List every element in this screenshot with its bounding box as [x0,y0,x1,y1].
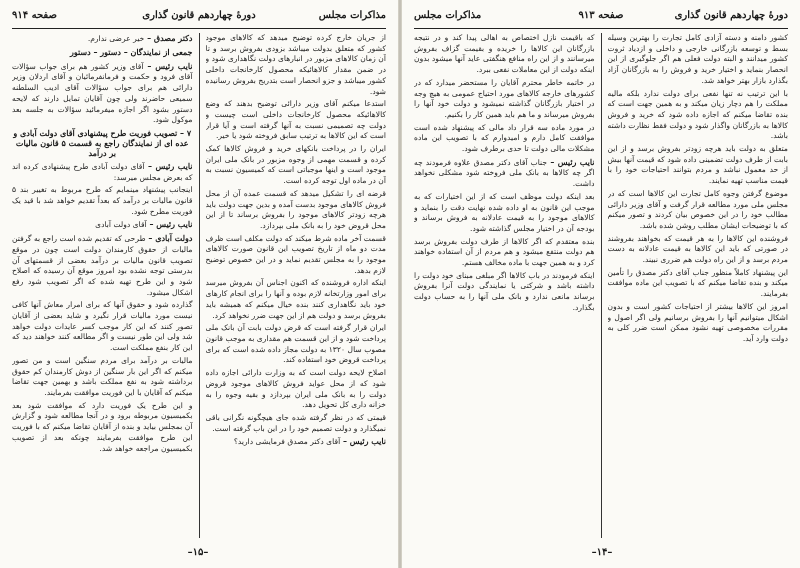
speech [12,33,193,45]
paragraph: قرضه ای را تشکیل میدهد که قسمت عمده آن از محل فروش کالاهای موجود بدست آمده و بدین جهت دولت باید هرچه زودتر کالاهای موجود را بفروش برساند تا از این محل قروض خود را به بانک ملی بپردازد. [205,188,386,230]
paragraph: گذارده شود و حقوق آنها که برای امرار معاش آنها کافی نیست مورد مالیات قرار نگیرد و شاید بعضی از آقایان تصور کنند که این کار موجب کسر عایدات دولت خواهد شد ولی این طور نیست و اگر مطالعه کنند خواهند دید که این کار بنفع مملکت است. [12,300,193,353]
right-header-right: دورهٔ چهاردهم قانون گذاری [674,10,788,21]
left-page-number: –۱۵– [187,547,209,558]
left-header-left: صفحه ۹۱۴ [12,10,57,21]
speech [12,161,193,183]
paragraph: بنده معتقدم که اگر کالاها از طرف دولت بفروش برسد هم دولت منتفع میشود و هم مردم از آن استفاده خواهند کرد و به همین جهت با ماده مخالف هستم. [414,236,595,268]
right-header-rule [414,28,788,29]
left-header-center: دورهٔ چهاردهم قانون گذاری [142,10,256,21]
left-page-header [12,8,386,28]
paragraph: قیمتی که در نظر گرفته شده جای هیچگونه نگرانی باقی نمیگذارد و دولت تصمیم خود را در این باب گرفته است. [205,412,386,433]
left-page [0,0,396,568]
paragraph: مالیات بر درآمد برای مردم سنگین است و من تصور میکنم که اگر این بار سنگین از دوش کارمندان کم حقوق برداشته شود به نفع مملکت باشد و بهمین جهت تقاضا میکنم که آقایان با این فوریت موافقت بفرمایند. [12,355,193,397]
right-page-right-column [608,33,789,538]
speaker-name: دکتر مصدق – [144,33,193,43]
paragraph: در خاتمه خاطر محترم آقایان را مستحضر میدارد که در کشورهای خارجه کالاهای مورد احتیاج عمومی به هیچ وجه در اختیار بازرگانان گذاشته نمیشود و دولت خود آنها را بفروش میرساند و ما هم باید همین کار را بکنیم. [414,77,595,119]
speaker-name: نایب رئیس – [340,436,386,447]
paragraph: در مورد ماده سه قرار داد مالی که پیشنهاد شده است موافقت کامل دارم و امیدوارم که با تصویب این ماده مشکلات مالی دولت تا حدی برطرف شود. [414,122,595,154]
left-page-right-column [206,33,387,538]
right-page-header [414,8,788,28]
paragraph: اینکه فرمودند در باب کالاها اگر مبلغی مبنای خود دولت را داشته باشد و شرکتی یا نمایندگی دولت آنرا بفروش برساند مانعی ندارد و بانک ملی آنها را به حساب دولت بگذارد. [414,270,595,312]
paragraph: و این طرح یک فوریت دارد که موافقت شود بعد بکمیسیون مربوطه برود و در آنجا مطالعه شود و گزارش آن بمجلس بیاید و بنده از آقایان تقاضا میکنم که با فوریت این طرح موافقت بفرمایند چونکه بعد از تصویب بکمیسیون مراجعه خواهد شد. [12,400,193,453]
paragraph: امروز این کالاها بیشتر از احتیاجات کشور است و بدون اشکال میتوانیم آنها را بفروش برسانیم ولی اگر اصول و مقررات مخصوصی تهیه نشود ممکن است ضرر کلی به دولت وارد آید. [607,301,788,343]
paragraph: ایران قرار گرفته است که قرض دولت بابت آن بانک ملی پرداخت شود و از این قسمت هم مقداری به موجب قانون مصوب سال ۱۳۲۰ به دولت مجاز داده شده است که برای پرداخت قروض خود استفاده کند. [205,323,386,365]
speaker-name: دولت آبادی – [145,233,193,244]
speech [12,219,193,231]
right-page [404,0,800,568]
left-header-rule [12,28,386,29]
book-gutter [398,0,402,568]
section-heading: جمعی از نمایندگان – دستور – دستور [70,46,193,57]
speaker-name: نایب رئیس – [146,219,193,230]
column-divider [199,33,200,538]
right-header-left: مذاکرات مجلس [414,10,482,21]
right-page-left-column [414,33,595,538]
paragraph: که باقیمت نازل اختصاص به اهالی پیدا کند و در نتیجه بازرگانان این کالاها را خریده و بقیمت گزاف بفروش میرسانند و از این راه منافع هنگفتی عاید آنها میشود بدون اینکه دولت از این معاملات نفعی ببرد. [414,33,595,75]
left-header-right: مذاکرات مجلس [318,10,386,21]
paragraph: قسمت آخر ماده شرط میکند که دولت مکلف است ظرف مدت دو ماه از تاریخ تصویب این قانون صورت کالاهای موجود را به مجلس تقدیم نماید و در این خصوص توضیح لازم بدهد. [205,233,386,275]
agenda-item-title: ۷ – تصویب فوریت طرح پیشنهادی آقای دولت آبادی و عده ای از نمایندگان راجع به قسمت ۵ قانون مالیات بر درآمد [13,127,192,158]
speaker-name: نایب رئیس – [144,160,193,171]
speech [414,157,595,190]
paragraph: کشور دامنه و دسته آزادی کامل تجارت را بهترین وسیله بسط و توسعه بازرگانی خارجی و داخلی و ازدیاد ثروت کشور میدانند و البته دولت فعلی هم اگر جلوگیری از این انحصار بنماید و اختیار خرید و فروش را به بازرگانان آزاد بگذارد بازار بهتر خواهد شد. [607,33,788,85]
speech-text: خیر عرضی ندارم. [87,34,145,43]
right-page-columns [414,33,788,538]
right-page-number: –۱۴– [591,547,613,558]
paragraph: با این ترتیب نه تنها نفعی برای دولت ندارد بلکه مالیه مملکت را هم دچار زیان میکند و به همین جهت است که بنده تقاضا میکنم که اجازه داده شود که خرید و فروش کالاها به بازرگانان واگذار شود و دولت فقط نظارت داشته باشد. [607,88,788,141]
speech [12,61,193,126]
speech [12,233,193,298]
right-header-center: صفحه ۹۱۳ [578,10,624,21]
speaker-name: نایب رئیس – [143,60,193,71]
paragraph: فروشنده این کالاها را به هر قیمت که بخواهند بفروشند در صورتی که باید این کالاها به قیمت عادلانه به دست مردم برسد و از این راه دولت هم ضرری نبیند. [607,233,788,265]
paragraph: موضوع گرفتن وجوه کامل تجارت این کالاها است که در مجلس ملی مورد مطالعه قرار گرفت و آقای وزیر دارائی مطالب خود را در این خصوص بیان کردند و تصور میکنم که با توضیحات ایشان مطلب روشن شده باشد. [607,188,788,230]
paragraph: بعد اینکه دولت موظف است که از این اختیارات که به موجب این قانون به او داده شده نهایت دقت را بنماید و کالاهای موجود را به قیمت عادلانه به فروش برساند و بودجه آن در اختیار مجلس گذاشته شود. [414,191,595,233]
paragraph: این پیشنهاد کاملاً منظور جناب آقای دکتر مصدق را تأمین میکند و بنده تقاضا میکنم که با تصویب این ماده موافقت بفرمایند. [607,267,788,299]
speech-text: جناب آقای دکتر مصدق علاوه فرمودند چه اگر چه کالاها به بانک ملی فروخته شود مشکلی نخواهد داشت. [414,157,595,189]
paragraph: ایران را در پرداخت بانکهای خرید و فروش کالاها کمک کرده و قسمت مهمی از وجوه مزبور در بانک ملی ایران موجود است و اینها موجباتی است که کمیسیون نسبت به آن در ماده اول توجه کرده است. [205,144,386,186]
paragraph: اصلاح لایحه دولت است که به وزارت دارائی اجازه داده شود که از محل عواید فروش کالاهای موجود قروض دولت را به بانک ملی ایران بپردازد و بقیه وجوه را به خزانه داری کل تحویل دهد. [205,368,386,410]
column-divider [601,33,602,538]
speech [206,436,387,448]
paragraph: استدعا میکنم آقای وزیر دارائی توضیح بدهند که وضع کالاهائیکه محصول کارخانجات داخلی است چیست و دولت چه تصمیمی نسبت به آنها گرفته است و آیا قرار است که این کالاها به ترتیب سابق فروخته شود یا خیر. [205,99,386,141]
paragraph: متعلق به دولت باید هرچه زودتر بفروش برسد و از این بابت از طرف دولت تضمینی داده شود که قیمت آنها بیش از حد معمول نباشد و مردم بتوانند احتیاجات خود را با قیمت مناسب تهیه نمایند. [607,144,788,186]
speech-text: آقای دولت آبادی طرح پیشنهادی کرده اند که بعرض مجلس میرسد: [12,161,193,182]
speaker-name: نایب رئیس – [547,156,595,167]
left-page-columns [12,33,386,538]
paragraph: اینجانب پیشنهاد مینمایم که طرح مربوط به تغییر بند ۵ قانون مالیات بر درآمد که بعداً تقدیم خواهد شد با قید یک فوریت مطرح شود. [12,185,193,216]
speech-text: طرحی که تقدیم شده است راجع به گرفتن مالیات از حقوق کارمندان دولت است چون در موقع تصویب قانون مالیات بر درآمد بعضی از قسمتهای آن بدرستی توجه نشده بود امروز موقع آن رسیده که اصلاح شود و این طرح تهیه شده که اگر تصویب شود رفع اشکال میشود. [12,234,193,297]
speech-text: آقای دکتر مصدق فرمایشی دارید؟ [233,437,341,447]
left-page-left-column [12,33,193,538]
paragraph: از جریان خارج کرده توضیح میدهد که کالاهای موجود کشور که متعلق بدولت میباشد بزودی بفروش برسد و تا آن زمان کالاهای مزبور در انبارهای دولت نگاهداری شود و در ضمن مقدار کالاهائیکه محصول کارخانجات داخلی کشور میباشد و جزو انحصار است بتدریج بفروش رسانیده شود. [205,33,386,96]
paragraph: اینکه اداره فروشنده که اکنون اجناس آن بفروش میرسد برای امور وزارتخانه لازم بوده و آنها را برای انجام کارهای خود باید نگاهداری کنند بنده خیال میکنم که همیشه باید بفروش برسد و دولت هم از این جهت ضرر نخواهد کرد. [205,278,386,320]
speech-text: آقای دولت آبادی [95,220,147,230]
speech-text: آقای وزیر کشور هم برای جواب سؤالات آقای فرود و حکمت و فرمانفرمائیان و آقای اردلان وزیر دارائی هم برای جواب سؤالات آقای ادیب السلطنه سمیعی حاضرند ولی چون آقایان تمایل دارند که لایحه دستور بشود اگر اجازه میفرمائید سؤالات به جلسه بعد موکول شود. [12,61,193,125]
